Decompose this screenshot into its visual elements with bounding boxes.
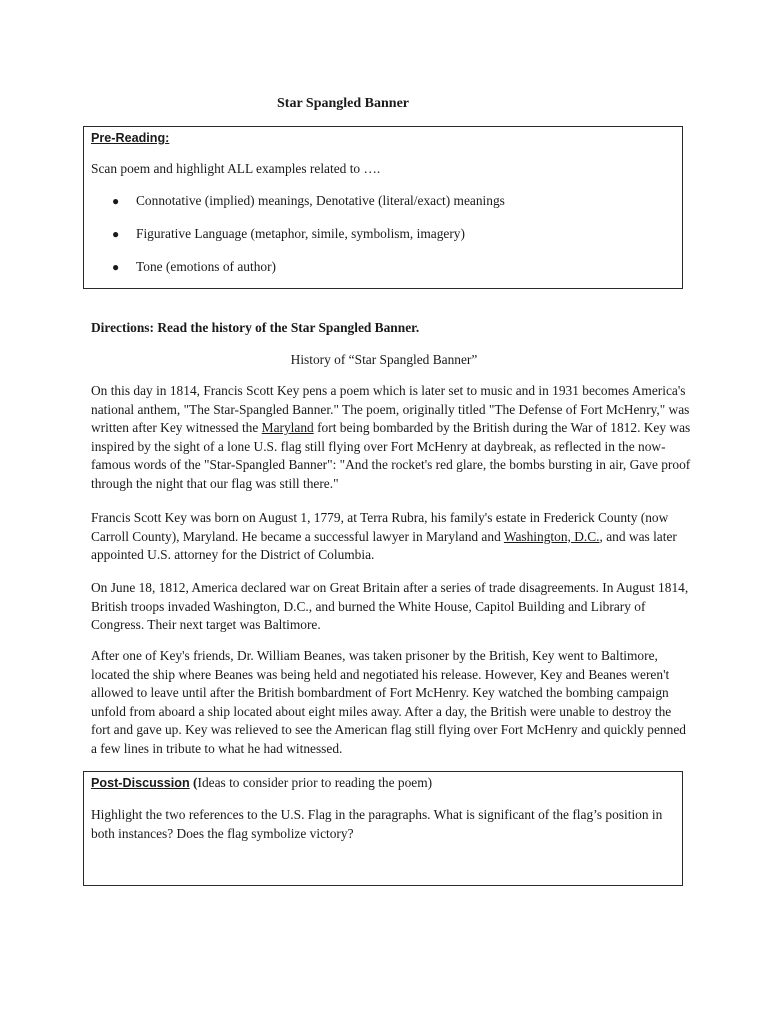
- post-discussion-heading: Post-Discussion: [91, 776, 190, 790]
- paragraph-text: On this day in 1814, Francis Scott Key pens a poem which is later set to music and in 1931 becomes America's national anthem, "The Star-Spangled Banner." The poem, originally titled "The Defense of Fort McHenry," was written after Key witnessed the: [91, 383, 690, 436]
- bullet-icon: ●: [112, 227, 120, 241]
- paragraph-text: fort being bombarded by the British during the War of 1812. Key was inspired by the sight of a lone U.S. flag still flying over Fort McHenry at daybreak, as reflected in the now-famous words of the "Star-Spangled Banner": "And the rocket's red glare, the bombs bursting in air, Gave proof through the night that our flag was still there.": [91, 420, 691, 491]
- history-title: History of “Star Spangled Banner”: [290, 352, 478, 367]
- bullet-icon: ●: [112, 260, 120, 274]
- post-discussion-text: Highlight the two references to the U.S. Flag in the paragraphs. What is significant of the flag’s position in both instances? Does the flag symbolize victory?: [91, 807, 663, 841]
- list-item-text: Tone (emotions of author): [136, 259, 276, 274]
- pre-reading-heading: Pre-Reading:: [91, 131, 170, 145]
- page-title: Star Spangled Banner: [277, 96, 409, 111]
- bullet-icon: ●: [112, 194, 120, 208]
- paragraph-text: , and was later appointed U.S. attorney for the District of Columbia.: [91, 528, 677, 563]
- list-item-text: Connotative (implied) meanings, Denotative (literal/exact) meanings: [136, 193, 505, 208]
- paragraph-3: On June 18, 1812, America declared war on Great Britain after a series of trade disagreements. In August 1814, British troops invaded Washington, D.C., and burned the White House, Capitol Building and Library of Congress. Their next target was Baltimore.: [91, 580, 689, 633]
- list-item: [112, 192, 505, 211]
- directions: Directions: Read the history of the Star Spangled Banner.: [91, 320, 420, 335]
- paragraph-text: Francis Scott Key was born on August 1, 1779, at Terra Rubra, his family's estate in Frederick County (now Carroll County), Maryland. He became a successful lawyer in Maryland and: [91, 510, 669, 544]
- post-discussion-subheading: Ideas to consider prior to reading the poem): [197, 775, 433, 790]
- pre-reading-instruction: Scan poem and highlight ALL examples related to ….: [91, 161, 381, 176]
- paragraph-2: [91, 509, 691, 565]
- post-discussion-header: [91, 774, 432, 793]
- list-item: [112, 258, 276, 277]
- washington-dc-link[interactable]: Washington, D.C.: [503, 528, 600, 544]
- paren-open: (: [189, 775, 198, 790]
- list-item: [112, 225, 465, 244]
- post-discussion-box: [83, 771, 683, 886]
- paragraph-4: After one of Key's friends, Dr. William Beanes, was taken prisoner by the British, Key went to Baltimore, located the ship where Beanes was being held and negotiated his release. However, Key and Beanes weren't allowed to leave until after the British bombardment of Fort McHenry. Key watched the bombing campaign unfold from aboard a ship located about eight miles away. After a day, the British were unable to destroy the fort and gave up. Key was relieved to see the American flag still flying over Fort McHenry and quickly penned a few lines in tribute to what he had witnessed.: [91, 648, 686, 756]
- maryland-link[interactable]: Maryland: [261, 420, 314, 436]
- paragraph-1: [91, 382, 691, 494]
- list-item-text: Figurative Language (metaphor, simile, symbolism, imagery): [136, 226, 465, 241]
- pre-reading-box: [83, 126, 683, 289]
